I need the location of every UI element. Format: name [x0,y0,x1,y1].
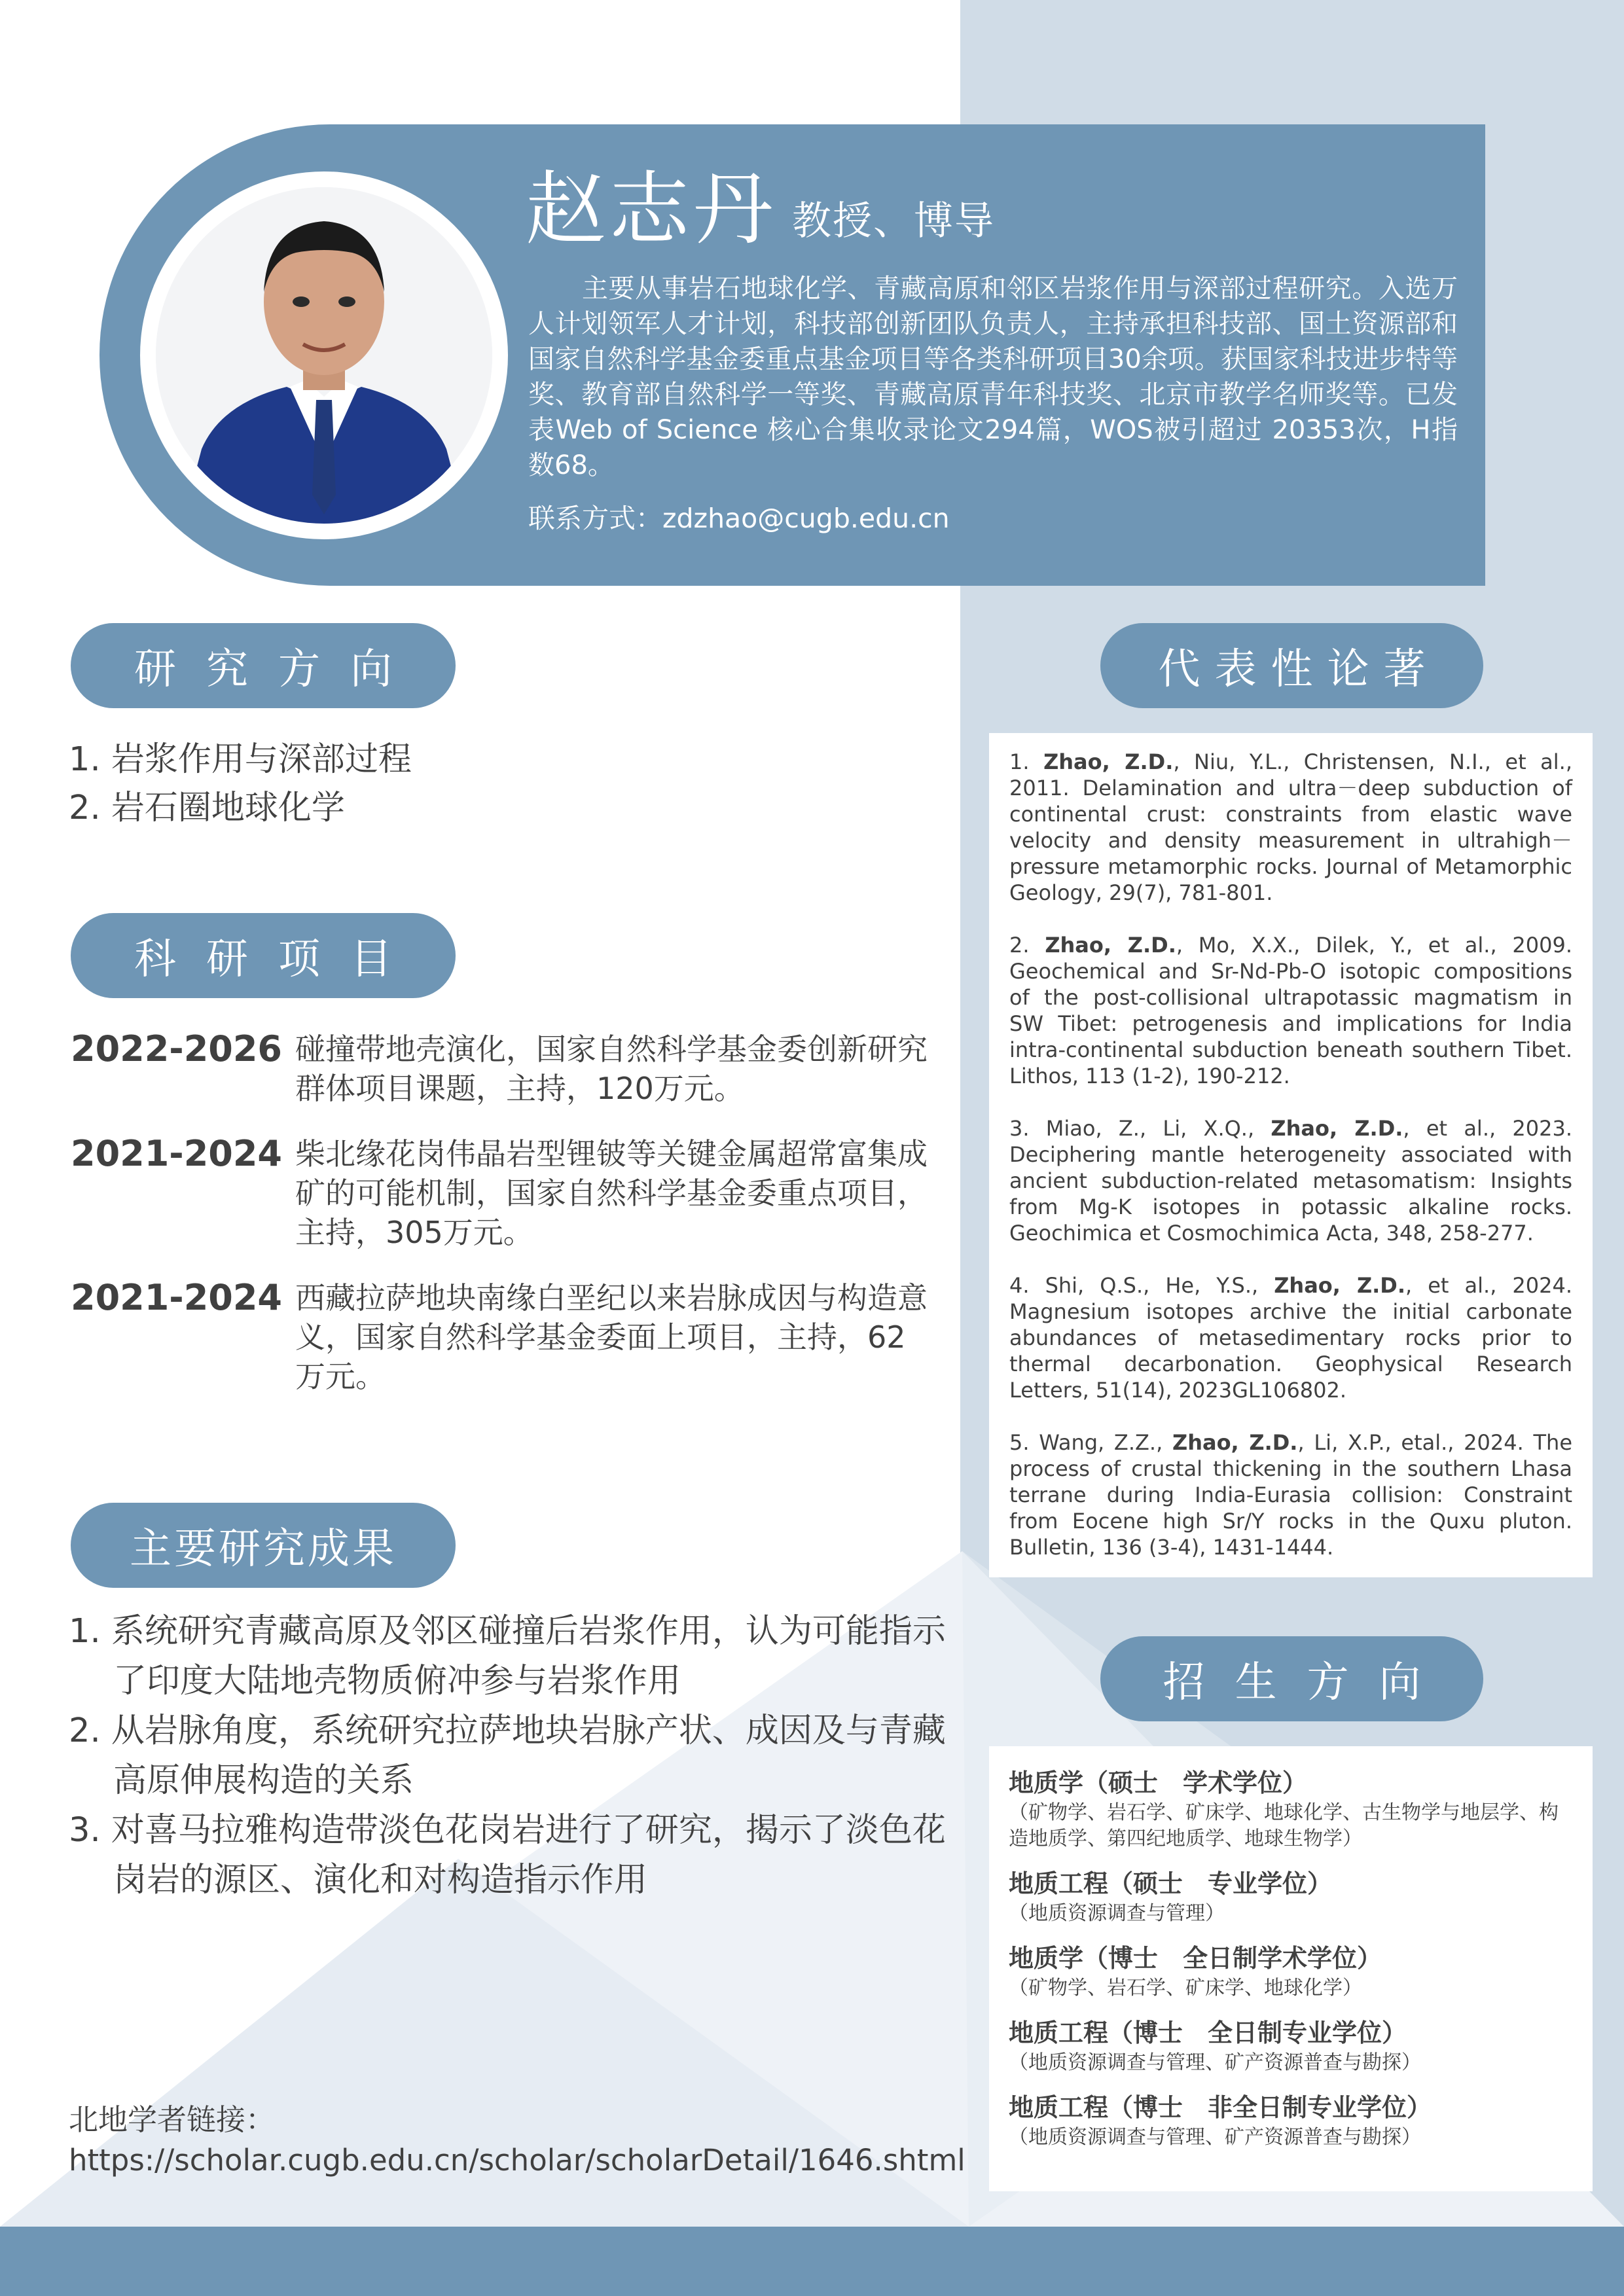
list-item: 2. 从岩脉角度，系统研究拉萨地块岩脉产状、成因及与青藏高原伸展构造的关系 [69,1712,946,1800]
publication-item: 5. Wang, Z.Z., Zhao, Z.D., Li, X.P., etal., 2024. The process of crustal thickening in the southern Lhasa terrane during India-Eurasia collision: Constraint from Eocene high Sr/Y rocks in the Quxu pluton. Bulletin, 136 (3-4), 1431-1444. [1009,1430,1573,1560]
publication-author: Zhao, Z.D. [1045,933,1176,958]
scholar-link-label: 北地学者链接： [69,2102,276,2137]
admission-item [1009,1941,1573,2001]
list-item: 1. 系统研究青藏高原及邻区碰撞后岩浆作用，认为可能指示了印度大陆地壳物质俯冲参与岩浆作用 [69,1612,946,1700]
projects-list [71,1030,935,1422]
admission-degree: 地质学（博士 全日制学术学位） [1009,1944,1382,1973]
project-row [71,1278,935,1396]
scholar-link-block [69,2100,965,2181]
project-desc: 柴北缘花岗伟晶岩型锂铍等关键金属超常富集成矿的可能机制，国家自然科学基金委重点项目，主持，305万元。 [295,1136,928,1250]
admission-fields: （矿物学、岩石学、矿床学、地球化学） [1009,1977,1362,2000]
admission-degree: 地质学（硕士 学术学位） [1009,1768,1308,1797]
admission-degree: 地质工程（硕士 专业学位） [1009,1869,1333,1898]
section-achievements-heading: 主要研究成果 [71,1503,456,1588]
project-years: 2022-2026 [71,1028,282,1069]
project-row [71,1134,935,1252]
project-desc: 西藏拉萨地块南缘白垩纪以来岩脉成因与构造意义，国家自然科学基金委面上项目，主持，62万元。 [295,1280,928,1394]
profile-contact: 联系方式：zdzhao@cugb.edu.cn [528,503,950,534]
project-years: 2021-2024 [71,1133,282,1174]
publication-item: 4. Shi, Q.S., He, Y.S., Zhao, Z.D., et al., 2024. Magnesium isotopes archive the initial carbonate abundances of metasedimentary rocks prior to thermal decarbonation. Geophysical Research Letters, 51(14), 2023GL106802. [1009,1273,1573,1403]
admission-item [1009,1766,1573,1852]
publication-author: Zhao, Z.D. [1043,749,1174,774]
admission-item [1009,2016,1573,2076]
publications-panel [989,733,1593,1577]
section-projects-heading: 科研项目 [71,913,456,998]
admission-fields: （地质资源调查与管理） [1009,1902,1225,1925]
research-directions-list [69,736,412,833]
section-research-heading: 研究方向 [71,623,456,708]
list-item: 3. 对喜马拉雅构造带淡色花岗岩进行了研究，揭示了淡色花岗岩的源区、演化和对构造指示作用 [69,1811,946,1899]
project-desc: 碰撞带地壳演化，国家自然科学基金委创新研究群体项目课题，主持，120万元。 [295,1031,928,1106]
profile-photo-frame [140,171,508,539]
project-years: 2021-2024 [71,1277,282,1318]
publication-item: 2. Zhao, Z.D., Mo, X.X., Dilek, Y., et al., 2009. Geochemical and Sr-Nd-Pb-O isotopic compositions of the post-collisional ultrapotassic magmatism in SW Tibet: petrogenesis and implications for India intra-continental subduction beneath southern Tibet. Lithos, 113 (1-2), 190-212. [1009,933,1573,1088]
footer-bar [0,2227,1624,2296]
publication-item: 1. Zhao, Z.D., Niu, Y.L., Christensen, N.I., et al., 2011. Delamination and ultra－deep subduction of continental crust: constraints from elastic wave velocity and density measurement in ultrahigh－pressure metamorphic rocks. Journal of Metamorphic Geology, 29(7), 781-801. [1009,749,1573,905]
profile-title: 教授、博导 [792,198,995,244]
scholar-link-url[interactable]: https://scholar.cugb.edu.cn/scholar/scholarDetail/1646.shtml [69,2143,965,2178]
admission-item [1009,2090,1573,2151]
admission-item [1009,1867,1573,1927]
admission-degree: 地质工程（博士 全日制专业学位） [1009,2018,1407,2047]
admission-fields: （地质资源调查与管理、矿产资源普查与勘探） [1009,2051,1421,2074]
publication-author: Zhao, Z.D. [1172,1430,1298,1455]
section-admissions-heading: 招生方向 [1100,1636,1483,1721]
achievements-list [69,1607,949,1905]
profile-intro: 主要从事岩石地球化学、青藏高原和邻区岩浆作用与深部过程研究。入选万人计划领军人才计划，科技部创新团队负责人，主持承担科技部、国土资源部和国家自然科学基金委重点基金项目等各类科研项目30余项。获国家科技进步特等奖、教育部自然科学一等奖、青藏高原青年科技奖、北京市教学名师奖等。已发表Web of Science 核心合集收录论文294篇，WOS被引超过 20353次，H指数68。 [528,274,1458,480]
admission-fields: （地质资源调查与管理、矿产资源普查与勘探） [1009,2126,1421,2149]
admission-degree: 地质工程（博士 非全日制专业学位） [1009,2093,1432,2122]
list-item: 1. 岩浆作用与深部过程 [69,740,412,779]
publication-item: 3. Miao, Z., Li, X.Q., Zhao, Z.D., et al., 2023. Deciphering mantle heterogeneity associated with ancient subduction-related metasomatism: Insights from Mg-K isotopes in potassic alkaline rocks. Geochimica et Cosmochimica Acta, 348, 258-277. [1009,1116,1573,1246]
profile-name: 赵志丹 [526,163,777,256]
section-publications-heading: 代表性论著 [1100,623,1483,708]
admissions-panel [989,1746,1593,2191]
admission-fields: （矿物学、岩石学、矿床学、地球化学、古生物学与地层学、构造地质学、第四纪地质学、地球生物学） [1009,1801,1559,1850]
profile-photo [156,187,492,524]
publication-author: Zhao, Z.D. [1271,1116,1403,1141]
project-row [71,1030,935,1108]
publication-author: Zhao, Z.D. [1274,1273,1406,1298]
list-item: 2. 岩石圈地球化学 [69,789,345,827]
